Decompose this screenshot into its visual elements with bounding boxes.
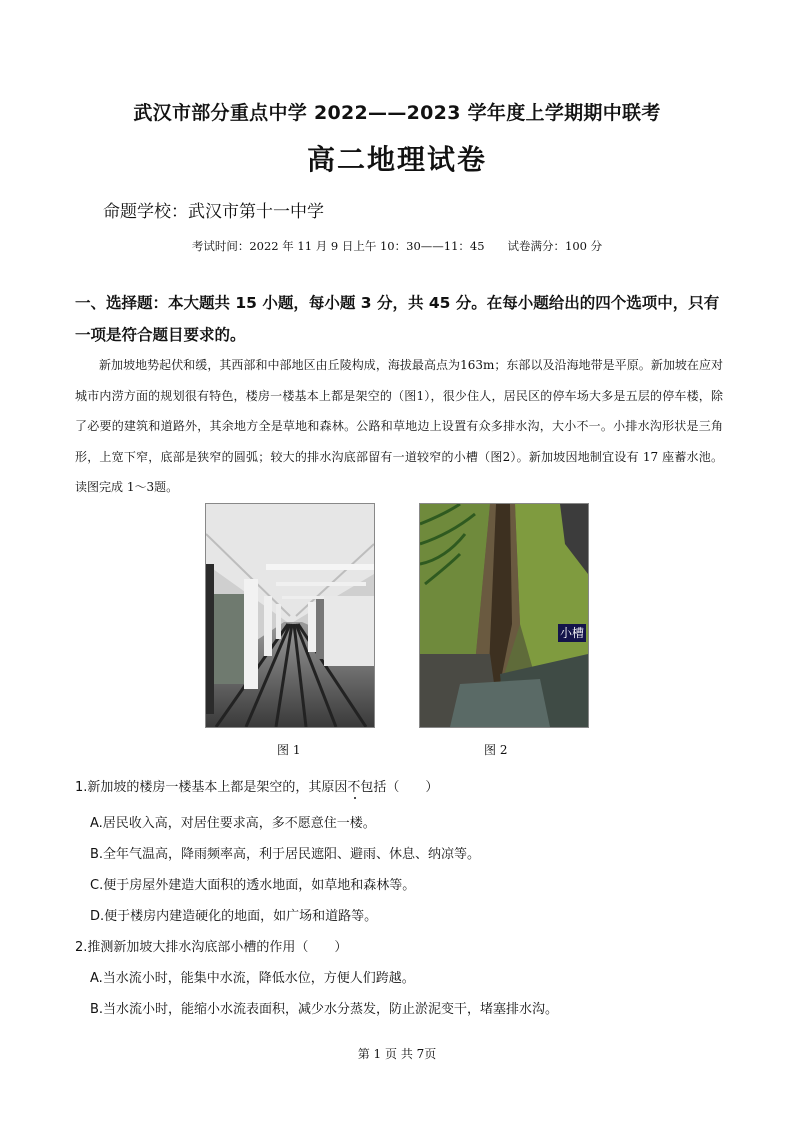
figure-1-photo [205,503,375,728]
section-heading: 一、选择题：本大题共 15 小题，每小题 3 分，共 45 分。在每小题给出的四个选项中，只有一项是符合题目要求的。 [75,294,720,344]
exam-info: 考试时间：2022 年 11 月 9 日上午 10：30——11：45 试卷满分：100 分 [191,239,603,253]
figure-2-caption: 图 2 [484,743,508,757]
question-2-option-b: B.当水流小时，能缩小水流表面积，减少水分蒸发，防止淤泥变干，堵塞排水沟。 [90,1002,559,1017]
figure-1-caption: 图 1 [277,743,301,757]
question-1-option-d: D.便于楼房内建造硬化的地面，如广场和道路等。 [90,909,378,924]
subject-title: 高二地理试卷 [306,143,487,176]
question-1-option-c: C.便于房屋外建造大面积的透水地面，如草地和森林等。 [90,878,416,893]
emphasis-mark: 不 [347,780,361,795]
question-1-stem [75,776,438,795]
channel-label: 小槽 [560,626,585,640]
figure-2-photo [419,503,589,728]
passage-text: 新加坡地势起伏和缓，其西部和中部地区由丘陵构成，海拔最高点为163m；东部以及沿海地带是平原。新加坡在应对城市内涝方面的规划很有特色，楼房一楼基本上都是架空的（图1），很少住人，居民区的停车场大多是五层的停车楼，除了必要的建筑和道路外，其余地方全是草地和森林。公路和草地边上设置有众多排水沟，大小不一。小排水沟形状是三角形，上宽下窄，底部是狭窄的圆弧；较大的排水沟底部留有一道较窄的小槽（图2）。新加坡因地制宜设有 17 座蓄水池。读图完成 1～3题。 [75,358,723,494]
setter-school: 命题学校：武汉市第十一中学 [103,202,324,222]
question-1-stem-pre: 1.新加坡的楼房一楼基本上都是架空的，其原因 [75,780,348,795]
question-1-option-a: A.居民收入高，对居住要求高，多不愿意住一楼。 [90,816,376,831]
question-1-option-b: B.全年气温高，降雨频率高，利于居民遮阳、避雨、休息、纳凉等。 [90,847,481,862]
exam-title: 武汉市部分重点中学 2022——2023 学年度上学期期中联考 [133,102,661,124]
question-2-option-a: A.当水流小时，能集中水流，降低水位，方便人们跨越。 [90,971,415,986]
question-2-stem: 2.推测新加坡大排水沟底部小槽的作用（ ） [75,940,348,955]
page-footer: 第 1 页 共 7页 [357,1047,437,1061]
reading-passage [75,350,723,503]
question-1-stem-post: 包括（ ） [360,780,439,795]
